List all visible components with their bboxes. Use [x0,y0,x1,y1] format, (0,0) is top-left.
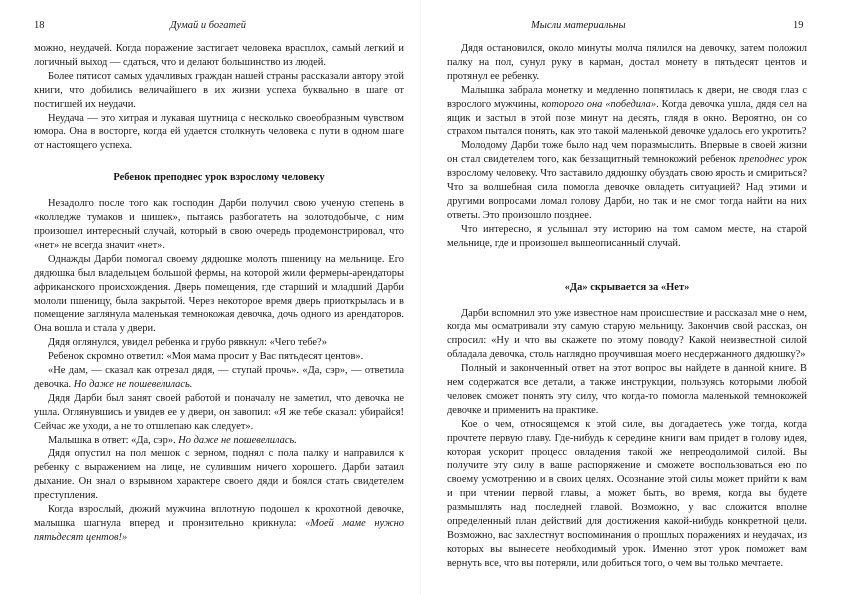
paragraph: Малышка забрала монетку и медленно попятилась к двери, не сводя глаз с взрослого мужчины, которого она «победила». Когда девочка ушла, дядя сел на ящик и застыл в этой позе минут на десять, глядя в окно. Вероятно, он со страхом пытался понять, как это такой маленькой девочке удалось его укротить? [447,84,808,138]
paragraph: Полный и законченный ответ на этот вопрос вы найдете в данной книге. В нем содержатся все детали, а также инструкции, пользуясь которыми любой человек сможет понять эту силу, что когда-то помогла маленькой темнокожей девочке и применить на практике. [447,363,807,416]
section-heading: Ребенок преподнес урок взрослому человеку [113,172,325,184]
right-running-title: Мысли материальны [531,20,626,31]
paragraph: Что интересно, я услышал эту историю на том самом месте, на старой мельнице, где и произошел вышеописанный случай. [447,223,807,249]
section-heading: «Да» скрывается за «Нет» [564,281,690,293]
left-running-title: Думай и богатей [170,20,247,31]
paragraph: Дядя остановился, около минуты молча пялился на девочку, затем положил палку на пол, сунул руку в карман, достал монету в пятьдесят центов и протянул ее ребенку. [447,43,807,82]
paragraph: Дядя опустил на пол мешок с зерном, поднял с пола палку и направился к ребенку с выражением на лице, не сулившим ничего хорошего. Дарби затаил дыхание. Он знал о взрывном характере своего дяди и боялся стать свидетелем преступления. [34,448,404,502]
right-page-number: 19 [793,20,804,31]
paragraph: Незадолго после того как господин Дарби получил свою ученую степень в «колледже тумаков и шишек», пытаясь разбогатеть на золотодобыче, с ним произошел интересный случай, который в свою очередь продемонстрировал, что «нет» не всегда значит «нет». [34,198,404,251]
paragraph: Малышка в ответ: «Да, сэр». Но даже не пошевелилась. [48,434,297,446]
paragraph: Дядя оглянулся, увидел ребенка и грубо рявкнул: «Чего тебе?» [48,337,327,349]
paragraph: Кое о чем, относящемся к этой силе, вы догадаетесь уже тогда, когда прочтете первую главу. Где-нибудь к середине книги вам придет в голову идея, которая ускорит процесс овладения такой же непреодолимой силой. Вы получите эту силу в ваше распоряжение и сможете воспользоваться ею по своему усмотрению и в своих целях. Осознание этой силы может прийти к вам и при чтении первой главы, а может быть, во время, когда вы будете размышлять над последней главой. Возможно, у вас сложится вполне определенный план действий для достижения какой-нибудь конкретной цели. Возможно, вас захлестнут воспоминания о прошлых поражениях и неудачах, из которых вы вынесете необходимый урок. Именно этот урок поможет вам вернуть все, что вы потеряли, или добиться того, о чем вы только мечтаете. [447,418,807,569]
paragraph: Ребенок скромно ответил: «Моя мама просит у Вас пятьдесят центов». [48,351,364,363]
paragraph: Дарби вспомнил это уже известное нам происшествие и рассказал мне о нем, когда мы осматривали эту самую старую мельницу. Закончив свой рассказ, он спросил: «Ну и что вы скажете по этому поводу? Какой неизвестной силой обладала девочка, столь наглядно проучившая моего несдержанного дядюшку?» [447,307,807,361]
paragraph: Неудача — это хитрая и лукавая шутница с несколько своеобразным чувством юмора. Она в восторге, когда ей удается столкнуть человека с пути в одном шаге от настоящего успеха. [34,112,404,152]
paragraph: Когда взрослый, дюжий мужчина вплотную подошел к крохотной девочке, малышка шагнула вперед и пронзительно крикнула: «Моей маме нужно пятьдесят центов!» [34,504,404,543]
right-body [447,42,807,571]
left-body [34,42,404,545]
paragraph: Дядя Дарби был занят своей работой и поначалу не заметил, что девочка не ушла. Оглянувшись и увидев ее у двери, он завопил: «Я же тебе сказал: убирайся! Сейчас же уходи, а не то отшлепаю как следует». [34,392,404,432]
paragraph: «Не дам, — сказал как отрезал дядя, — ступай прочь». «Да, сэр», — ответила девочка. Но даже не пошевелилась. [34,365,404,390]
right-page [421,0,842,595]
paragraph: Более пятисот самых удачливых граждан нашей страны рассказали автору этой книги, что добились величайшего в их жизни успеха буквально в шаге от постигшей их неудачи. [34,70,404,110]
paragraph: Однажды Дарби помогал своему дядюшке молоть пшеницу на мельнице. Его дядюшка был владельцем большой фермы, на которой жили фермеры-арендаторы африканского происхождения. Дверь помещения, где старший и младший Дарби мололи пшеницу, была закрытой. Через некоторое время дверь приоткрылась и в помещение заглянула маленькая темнокожая девочка, дочь одного из арендаторов. Она вошла и стала у двери. [34,253,404,335]
paragraph: можно, неудачей. Когда поражение застигает человека врасплох, самый легкий и логичный выход — сдаться, что и делают большинство из людей. [34,43,404,68]
paragraph: Молодому Дарби тоже было над чем поразмыслить. Впервые в своей жизни он стал свидетелем того, как беззащитный темнокожий ребенок преподнес урок взрослому человеку. Что заставило дядюшку обуздать свою ярость и смириться? Что за волшебная сила помогла девочке овладеть ситуацией? Над этими и другими вопросами ломал голову Дарби, но так и не смог тогда найти на них ответы. Это произошло позднее. [447,140,807,221]
left-page-number: 18 [34,20,45,31]
